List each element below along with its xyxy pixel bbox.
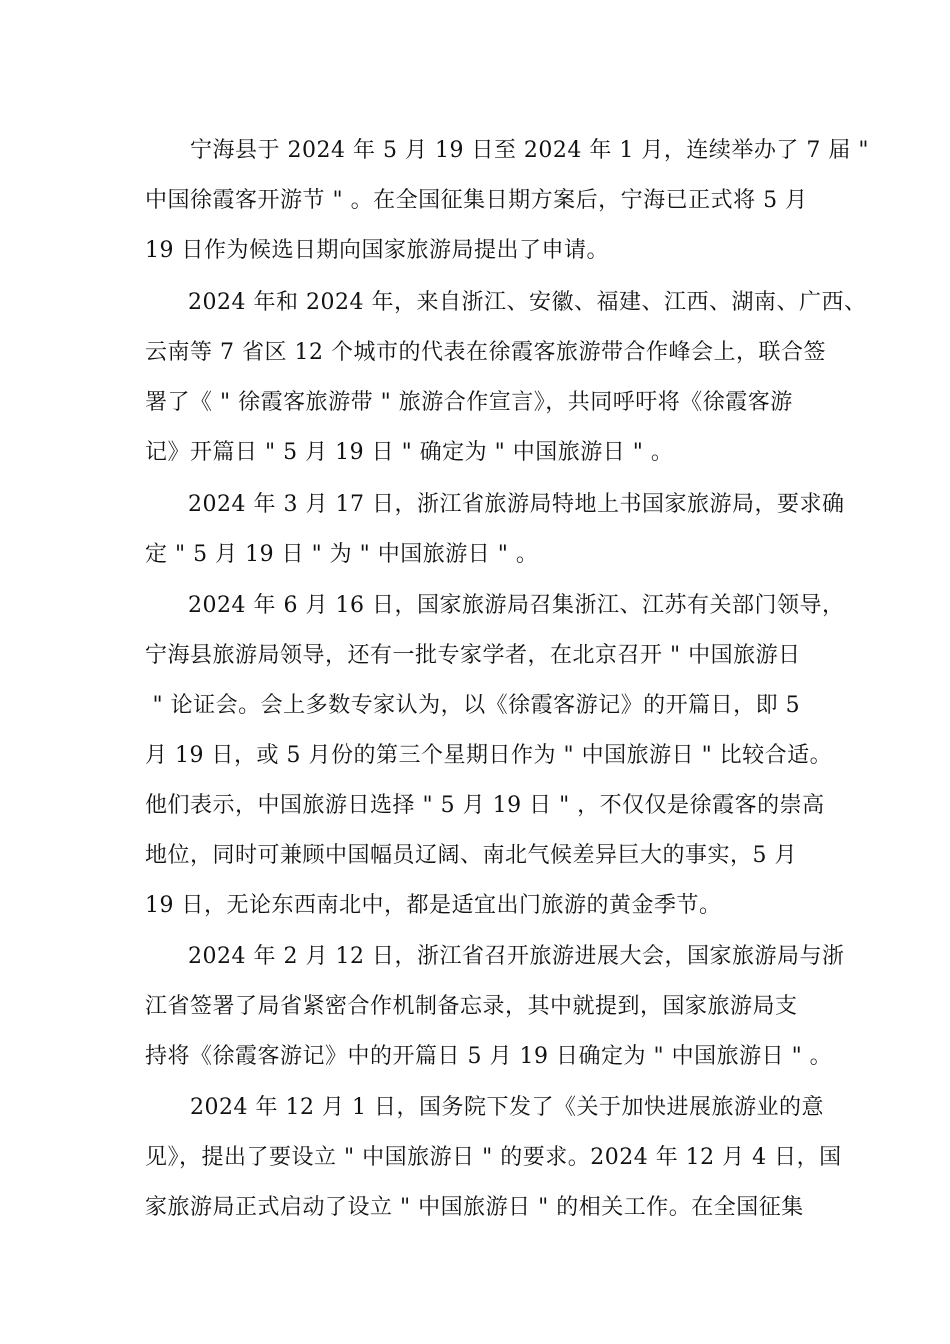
text-line: 江省签署了局省紧密合作机制备忘录，其中就提到，国家旅游局支 [145, 994, 798, 1019]
text-line: 地位，同时可兼顾中国幅员辽阔、南北气候差异巨大的事实，5 月 [145, 843, 797, 868]
text-line: 他们表示，中国旅游日选择 " 5 月 19 日 " ，不仅仅是徐霞客的崇高 [145, 793, 825, 818]
text-line: 定 " 5 月 19 日 " 为 " 中国旅游日 " 。 [145, 542, 539, 567]
text-line: 持将《徐霞客游记》中的开篇日 5 月 19 日确定为 " 中国旅游日 " 。 [145, 1044, 833, 1069]
text-line: 家旅游局正式启动了设立 " 中国旅游日 " 的相关工作。在全国征集 [145, 1195, 804, 1220]
text-line: " 论证会。会上多数专家认为，以《徐霞客游记》的开篇日，即 5 [145, 693, 801, 718]
text-line: 2024 年 2 月 12 日，浙江省召开旅游进展大会，国家旅游局与浙 [188, 944, 845, 969]
text-line: 月 19 日，或 5 月份的第三个星期日作为 " 中国旅游日 " 比较合适。 [145, 743, 833, 768]
text-line: 2024 年 6 月 16 日，国家旅游局召集浙江、江苏有关部门领导， [188, 593, 845, 618]
text-line: 19 日，无论东西南北中，都是适宜出门旅游的黄金季节。 [145, 893, 722, 918]
text-line: 2024 年 3 月 17 日，浙江省旅游局特地上书国家旅游局，要求确 [188, 492, 845, 517]
text-line: 中国徐霞客开游节 " 。在全国征集日期方案后，宁海已正式将 5 月 [145, 188, 808, 213]
text-line: 云南等 7 省区 12 个城市的代表在徐霞客旅游带合作峰会上，联合签 [145, 340, 826, 365]
text-line: 宁海县旅游局领导，还有一批专家学者，在北京召开 " 中国旅游日 [145, 643, 801, 668]
text-line: 2024 年 12 月 1 日，国务院下发了《关于加快进展旅游业的意 [190, 1095, 824, 1120]
text-line: 宁海县于 2024 年 5 月 19 日至 2024 年 1 月，连续举办了 7 届 " [190, 138, 869, 163]
text-line: 署了《 " 徐霞客旅游带 " 旅游合作宣言》，共同呼吁将《徐霞客游 [145, 390, 793, 415]
text-line: 见》，提出了要设立 " 中国旅游日 " 的要求。2024 年 12 月 4 日，国 [145, 1145, 842, 1170]
text-line: 记》开篇日 " 5 月 19 日 " 确定为 " 中国旅游日 " 。 [145, 440, 674, 465]
text-line: 19 日作为候选日期向国家旅游局提出了申请。 [145, 238, 609, 263]
text-line: 2024 年和 2024 年，来自浙江、安徽、福建、江西、湖南、广西、 [188, 290, 867, 315]
